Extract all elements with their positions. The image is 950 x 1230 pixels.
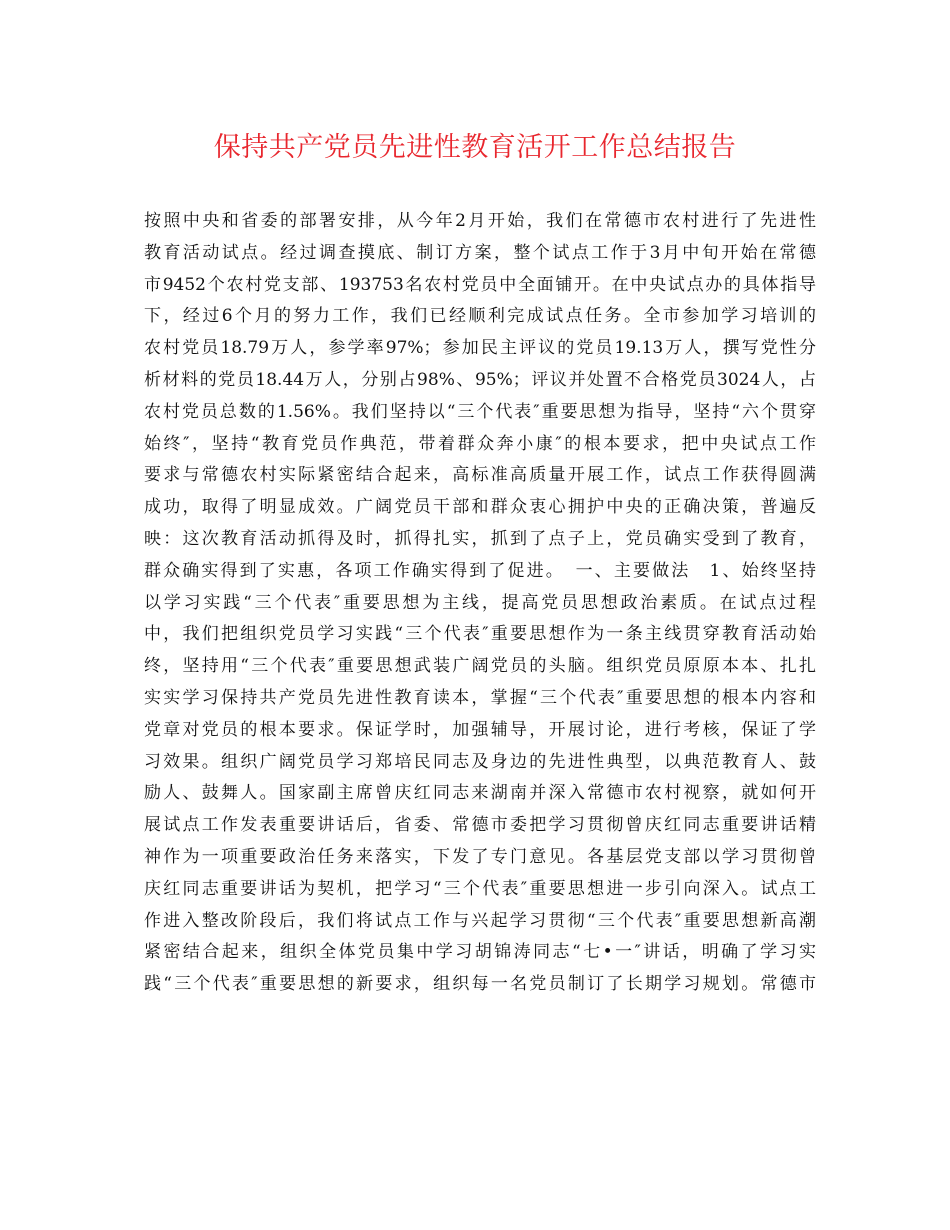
body-text-line: 始终″，坚持“教育党员作典范，带着群众奔小康″的根本要求，把中央试点工作 bbox=[144, 433, 816, 454]
body-text-line: 神作为一项重要政治任务来落实，下发了专门意见。各基层党支部以学习贯彻曾 bbox=[144, 846, 816, 867]
body-text-line: 下，经过6个月的努力工作，我们已经顺利完成试点任务。全市参加学习培训的 bbox=[144, 306, 816, 327]
body-text-line: 习效果。组织广阔党员学习郑培民同志及身边的先进性典型，以典范教育人、鼓 bbox=[144, 751, 816, 772]
document-body bbox=[144, 206, 816, 1001]
body-text-line: 按照中央和省委的部署安排，从今年2月开始，我们在常德市农村进行了先进性 bbox=[144, 211, 816, 231]
body-text-line: 以学习实践“三个代表″重要思想为主线，提高党员思想政治素质。在试点过程 bbox=[144, 592, 816, 613]
body-text-line: 市9452个农村党支部、193753名农村党员中全面铺开。在中央试点办的具体指导 bbox=[144, 274, 816, 295]
body-text-line: 农村党员总数的1.56%。我们坚持以“三个代表″重要思想为指导，坚持“六个贯穿 bbox=[144, 401, 816, 422]
body-text-line: 终，坚持用“三个代表″重要思想武装广阔党员的头脑。组织党员原原本本、扎扎 bbox=[144, 656, 816, 677]
body-text-line: 紧密结合起来，组织全体党员集中学习胡锦涛同志“七•一″讲话，明确了学习实 bbox=[144, 942, 816, 963]
body-text-line: 党章对党员的根本要求。保证学时，加强辅导，开展讨论，进行考核，保证了学 bbox=[144, 719, 816, 740]
body-text-line: 中，我们把组织党员学习实践“三个代表″重要思想作为一条主线贯穿教育活动始 bbox=[144, 624, 816, 645]
body-text-line: 展试点工作发表重要讲话后，省委、常德市委把学习贯彻曾庆红同志重要讲话精 bbox=[144, 815, 816, 836]
body-text-line: 庆红同志重要讲话为契机，把学习“三个代表″重要思想进一步引向深入。试点工 bbox=[144, 878, 816, 899]
body-text-line: 成功，取得了明显成效。广阔党员干部和群众衷心拥护中央的正确决策，普遍反 bbox=[144, 497, 816, 518]
body-text-line: 践“三个代表″重要思想的新要求，组织每一名党员制订了长期学习规划。常德市 bbox=[144, 974, 816, 995]
body-text-line: 励人、鼓舞人。国家副主席曾庆红同志来湖南并深入常德市农村视察，就如何开 bbox=[144, 783, 816, 804]
body-text-line: 教育活动试点。经过调查摸底、制订方案，整个试点工作于3月中旬开始在常德 bbox=[144, 242, 816, 263]
body-text-line: 析材料的党员18.44万人，分别占98%、95%；评议并处置不合格党员3024人，占 bbox=[144, 369, 816, 390]
document-title: 保持共产党员先进性教育活开工作总结报告 bbox=[213, 132, 737, 163]
body-text-line: 要求与常德农村实际紧密结合起来，高标准高质量开展工作，试点工作获得圆满 bbox=[144, 465, 816, 486]
body-text-line: 作进入整改阶段后，我们将试点工作与兴起学习贯彻“三个代表″重要思想新高潮 bbox=[144, 910, 816, 931]
body-text-line: 农村党员18.79万人，参学率97%；参加民主评议的党员19.13万人，撰写党性分 bbox=[144, 338, 816, 359]
body-text-line: 映：这次教育活动抓得及时，抓得扎实，抓到了点子上，党员确实受到了教育， bbox=[144, 528, 816, 549]
body-text-line: 群众确实得到了实惠，各项工作确实得到了促进。 一、主要做法 1、始终坚持 bbox=[144, 560, 816, 581]
body-text-line: 实实学习保持共产党员先进性教育读本，掌握“三个代表″重要思想的根本内容和 bbox=[144, 687, 816, 708]
